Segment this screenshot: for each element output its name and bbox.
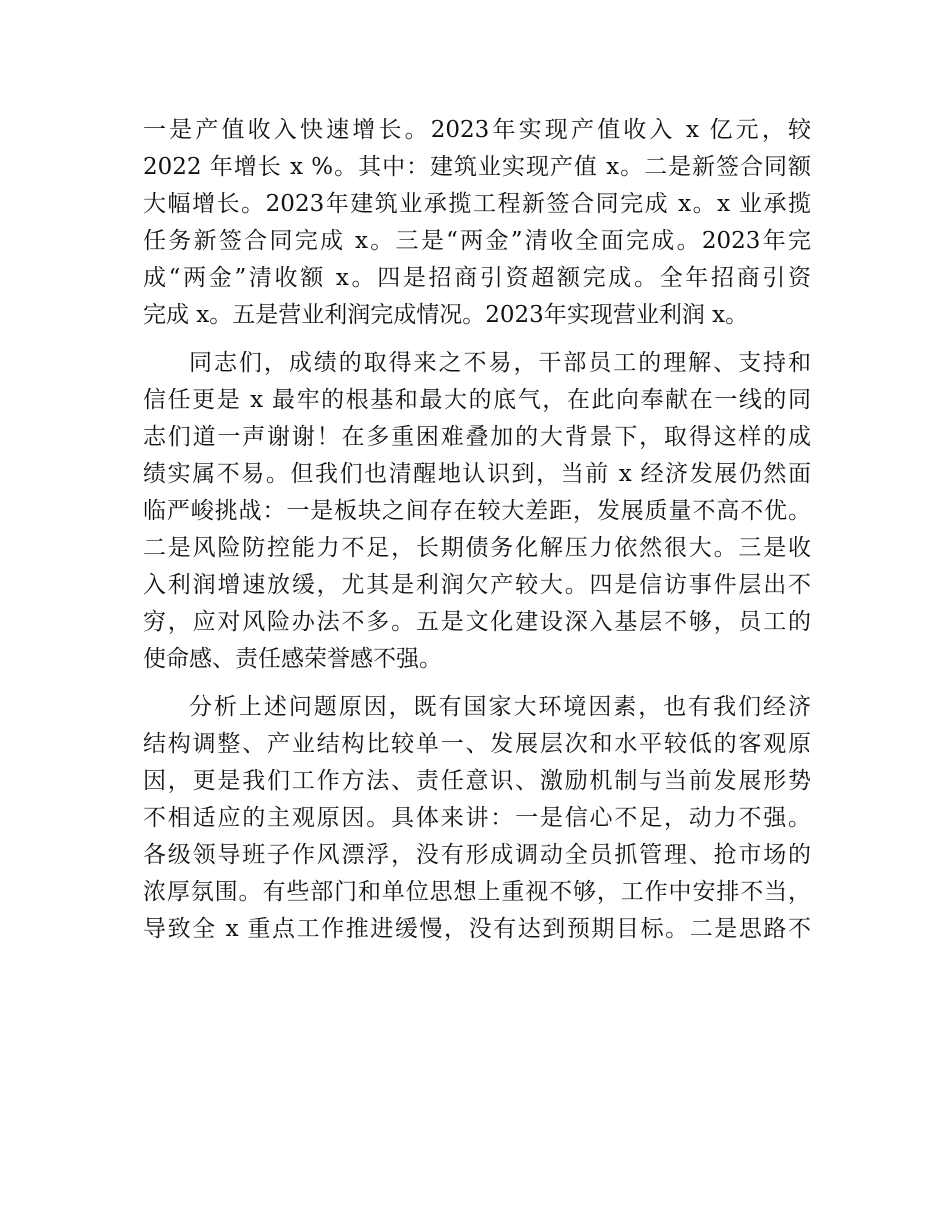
text-line: 浓厚氛围。有些部门和单位思想上重视不够，工作中安排不当， [143,879,811,905]
text-line: 分析上述问题原因，既有国家大环境因素，也有我们经济 [189,694,811,720]
document-page [143,112,811,948]
text-line: 志们道一声谢谢！在多重困难叠加的大背景下，取得这样的成 [143,424,811,450]
text-line: 任务新签合同完成 x。三是“两金”清收全面完成。2023年完 [143,228,811,254]
text-line: 成“两金”清收额 x。四是招商引资超额完成。全年招商引资 [143,265,811,291]
text-line: 入利润增速放缓，尤其是利润欠产较大。四是信访事件层出不 [143,572,811,598]
text-line: 不相适应的主观原因。具体来讲：一是信心不足，动力不强。 [143,805,811,831]
text-line: 结构调整、产业结构比较单一、发展层次和水平较低的客观原 [143,731,811,757]
text-line: 同志们，成绩的取得来之不易，干部员工的理解、支持和 [189,350,811,376]
paragraph-challenges [143,345,811,678]
text-line: 一是产值收入快速增长。2023年实现产值收入 x 亿元，较 [143,117,811,143]
text-line: 因，更是我们工作方法、责任意识、激励机制与当前发展形势 [143,768,811,794]
text-line: 二是风险防控能力不足，长期债务化解压力依然很大。三是收 [143,535,811,561]
paragraph-analysis [143,689,811,948]
text-line: 各级领导班子作风漂浮，没有形成调动全员抓管理、抢市场的 [143,842,811,868]
text-line: 绩实属不易。但我们也清醒地认识到，当前 x 经济发展仍然面 [143,461,811,487]
text-line: 大幅增长。2023年建筑业承揽工程新签合同完成 x。x 业承揽 [143,191,811,217]
paragraph-achievements [143,112,811,334]
text-line: 导致全 x 重点工作推进缓慢，没有达到预期目标。二是思路不 [143,916,811,942]
text-line: 临严峻挑战：一是板块之间存在较大差距，发展质量不高不优。 [143,498,811,524]
text-line: 穷，应对风险办法不多。五是文化建设深入基层不够，员工的 [143,609,811,635]
text-line: 使命感、责任感荣誉感不强。 [143,646,442,672]
text-line: 完成 x。五是营业利润完成情况。2023年实现营业利润 x。 [143,302,749,328]
text-line: 2022 年增长 x %。其中：建筑业实现产值 x。二是新签合同额 [143,154,811,180]
text-line: 信任更是 x 最牢的根基和最大的底气，在此向奉献在一线的同 [143,387,811,413]
